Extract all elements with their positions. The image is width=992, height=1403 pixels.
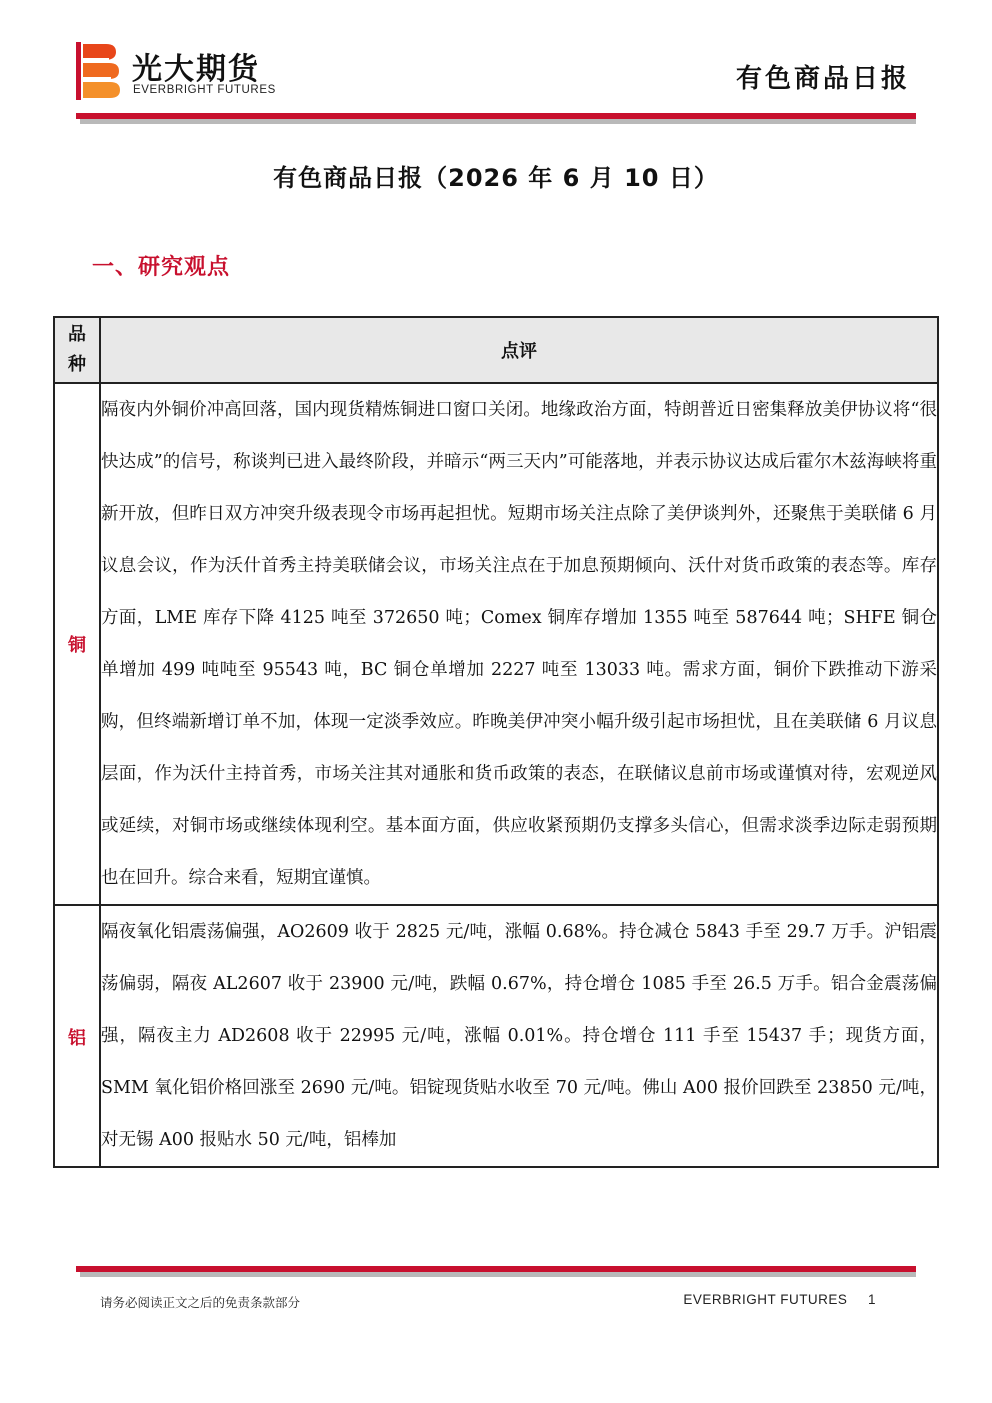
company-logo bbox=[76, 42, 286, 102]
footer-divider bbox=[76, 1266, 916, 1280]
page-number: 1 bbox=[867, 1292, 876, 1307]
disclaimer-note: 请务必阅读正文之后的免责条款部分 bbox=[100, 1295, 301, 1310]
variety-aluminum: 铝 bbox=[54, 905, 100, 1167]
header-comment: 点评 bbox=[100, 317, 938, 383]
header-variety: 品种 bbox=[54, 317, 100, 383]
document-title: 有色商品日报（2026 年 6 月 10 日） bbox=[273, 164, 719, 192]
table-row bbox=[54, 383, 938, 905]
footer-brand-name: EVERBRIGHT FUTURES bbox=[683, 1292, 848, 1307]
variety-copper: 铜 bbox=[54, 383, 100, 905]
table-row bbox=[54, 905, 938, 1167]
everbright-logo-icon bbox=[76, 42, 120, 100]
report-name: 有色商品日报 bbox=[735, 64, 910, 94]
logo-english-name: EVERBRIGHT FUTURES bbox=[133, 84, 276, 96]
section-heading: 一、研究观点 bbox=[92, 255, 231, 280]
table-header-row bbox=[54, 317, 938, 383]
comment-copper: 隔夜内外铜价冲高回落，国内现货精炼铜进口窗口关闭。地缘政治方面，特朗普近日密集释放美伊协议将“很快达成”的信号，称谈判已进入最终阶段，并暗示“两三天内”可能落地，并表示协议达成后霍尔木兹海峡将重新开放，但昨日双方冲突升级表现令市场再起担忧。短期市场关注点除了美伊谈判外，还聚焦于美联储 6 月议息会议，作为沃什首秀主持美联储会议，市场关注点在于加息预期倾向、沃什对货币政策的表态等。库存方面，LME 库存下降 4125 吨至 372650 吨；Comex 铜库存增加 1355 吨至 587644 吨；SHFE 铜仓单增加 499 吨吨至 95543 吨，BC 铜仓单增加 2227 吨至 13033 吨。需求方面，铜价下跌推动下游采购，但终端新增订单不加，体现一定淡季效应。昨晚美伊冲突小幅升级引起市场担忧，且在美联储 6 月议息层面，作为沃什主持首秀，市场关注其对通胀和货币政策的表态，在联储议息前市场或谨慎对待，宏观逆风或延续，对铜市场或继续体现利空。基本面方面，供应收紧预期仍支撑多头信心，但需求淡季边际走弱预期也在回升。综合来看，短期宜谨慎。 bbox=[100, 383, 938, 905]
header-divider bbox=[76, 113, 916, 127]
comment-aluminum: 隔夜氧化铝震荡偏强，AO2609 收于 2825 元/吨，涨幅 0.68%。持仓减仓 5843 手至 29.7 万手。沪铝震荡偏弱，隔夜 AL2607 收于 23900 元/吨，跌幅 0.67%，持仓增仓 1085 手至 26.5 万手。铝合金震荡偏强，隔夜主力 AD2608 收于 22995 元/吨，涨幅 0.01%。持仓增仓 111 手至 15437 手；现货方面，SMM 氧化铝价格回涨至 2690 元/吨。铝锭现货贴水收至 70 元/吨。佛山 A00 报价回跌至 23850 元/吨，对无锡 A00 报贴水 50 元/吨，铝棒加 bbox=[100, 905, 938, 1167]
research-views-table bbox=[53, 316, 939, 1274]
footer-brand bbox=[683, 1292, 876, 1307]
logo-chinese-name: 光大期货 bbox=[132, 52, 260, 87]
